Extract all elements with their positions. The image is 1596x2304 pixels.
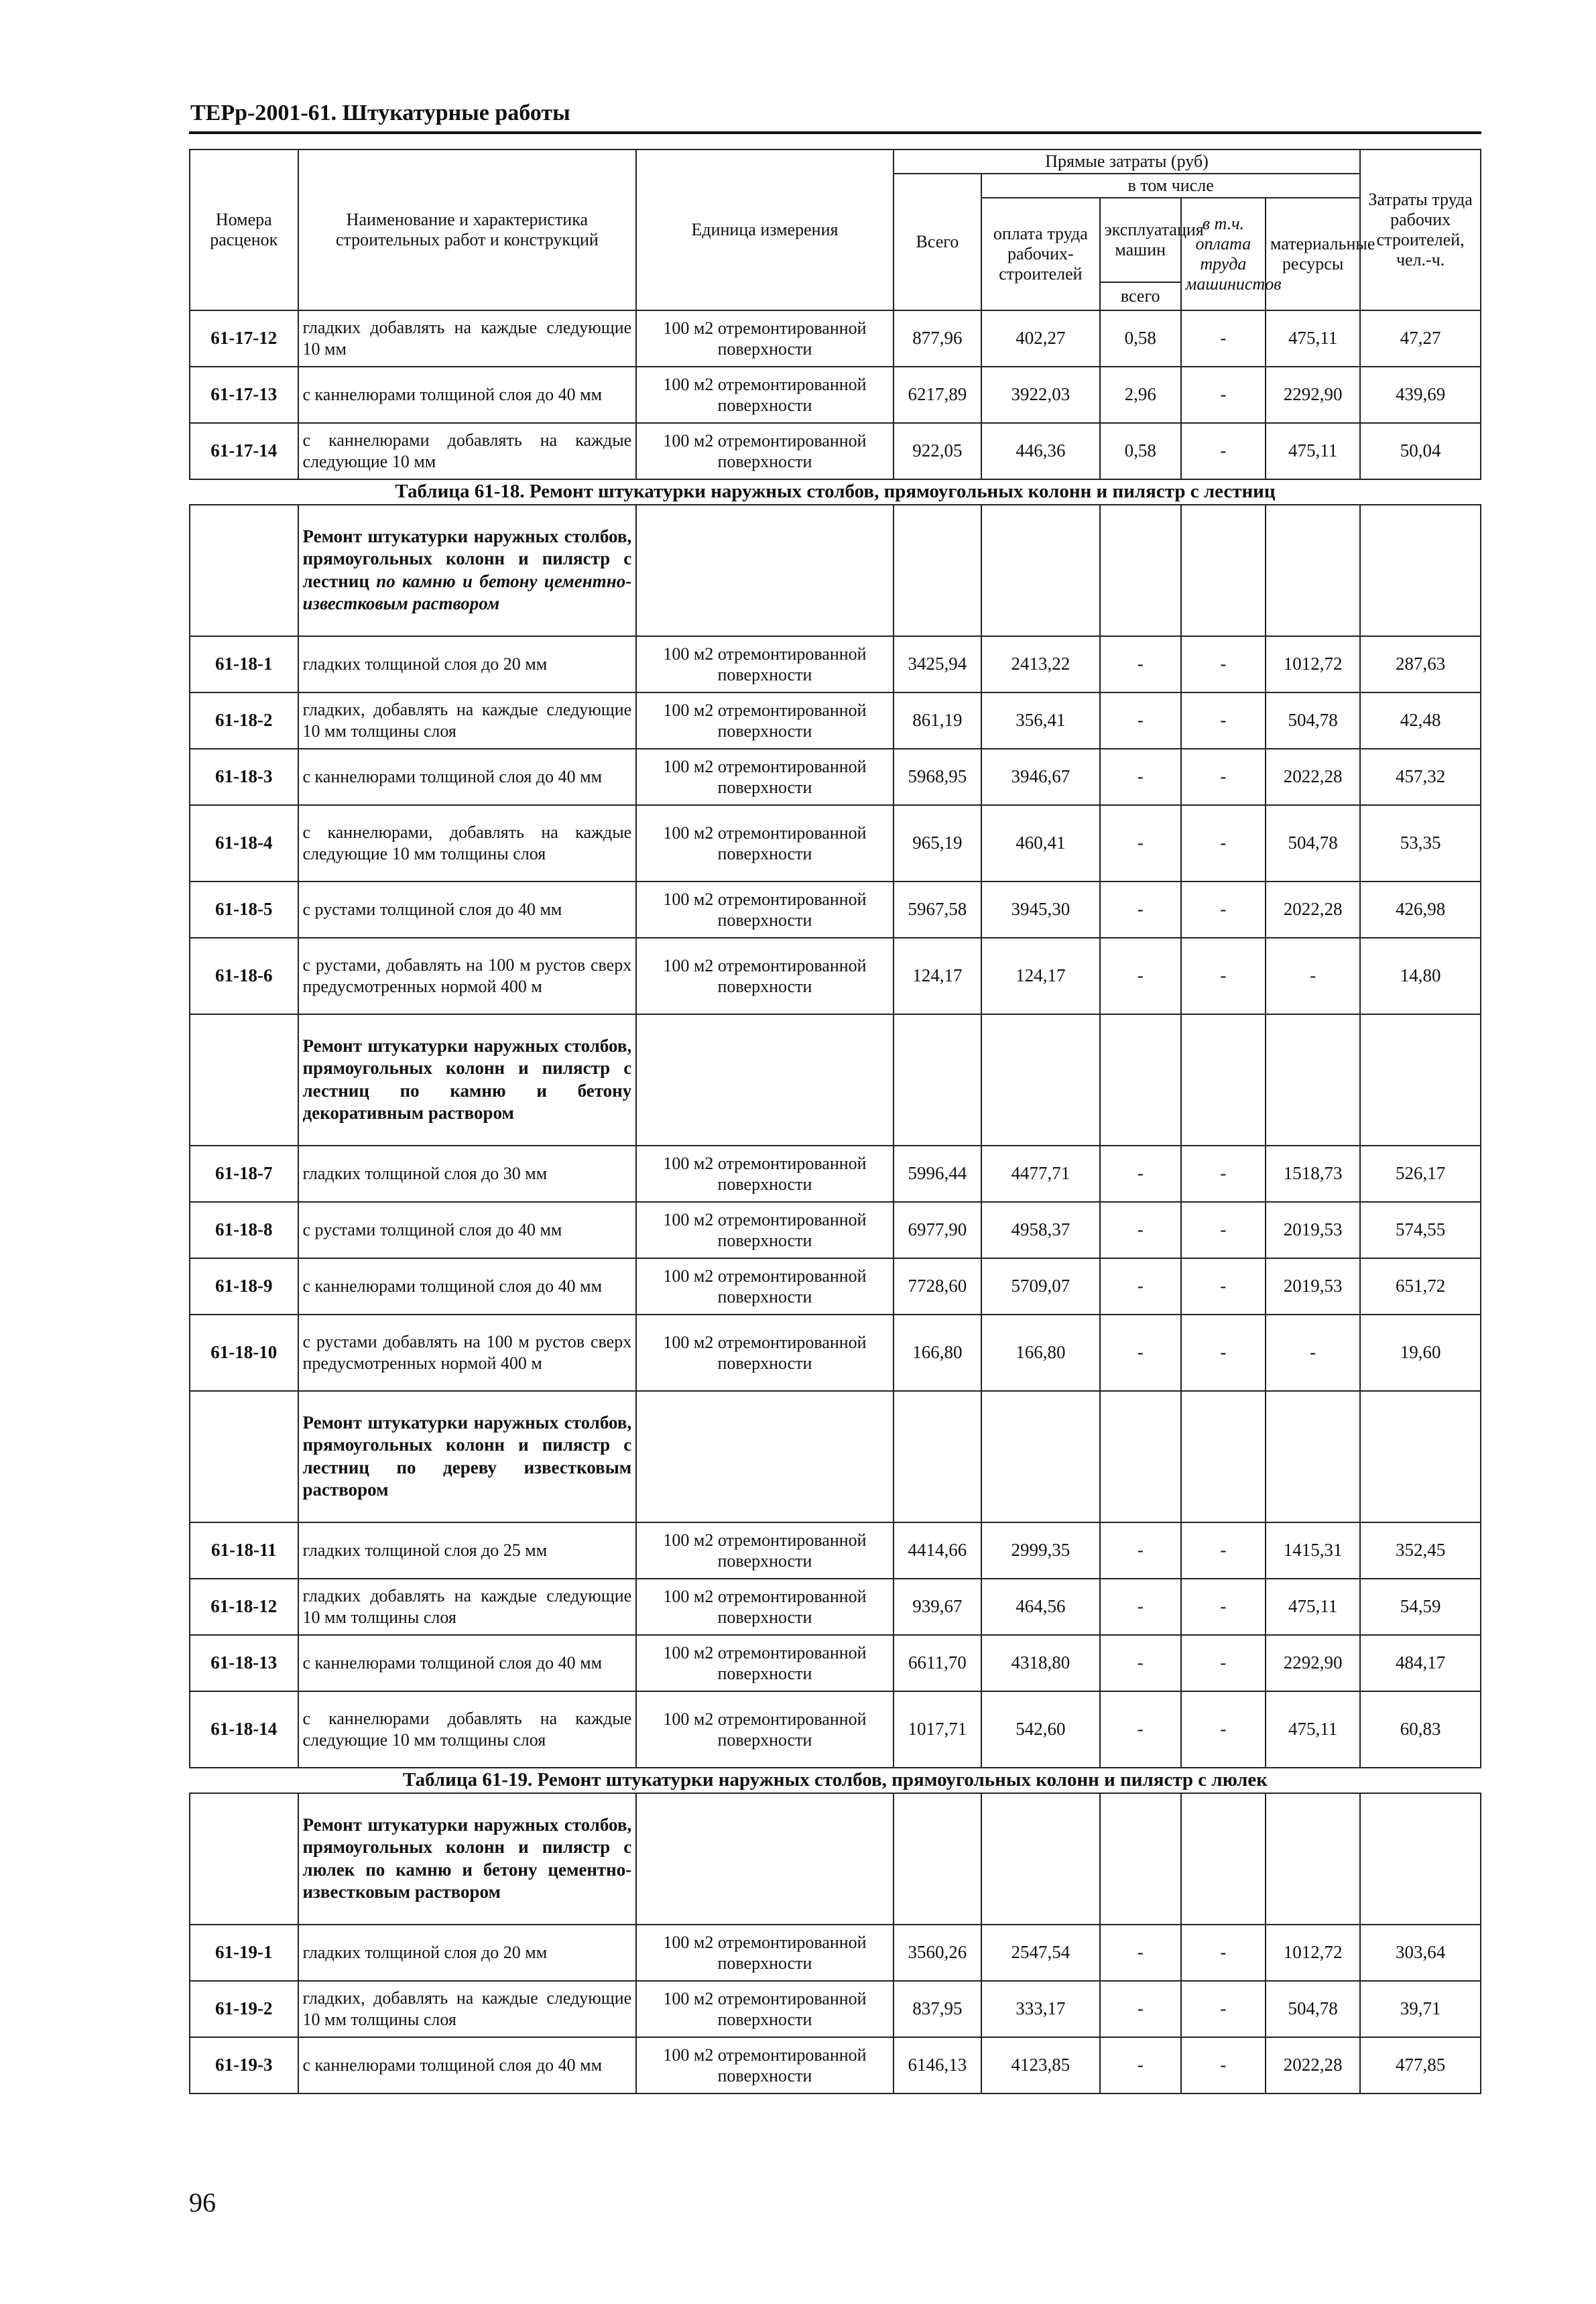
cell-total: 6977,90 <box>894 1202 981 1258</box>
cell-unit: 100 м2 отремонтированной поверхности <box>636 749 894 805</box>
table-row <box>190 1258 1481 1315</box>
cell-wages: 356,41 <box>981 692 1100 749</box>
empty-cell <box>636 505 894 636</box>
cell-machines: - <box>1100 1146 1181 1202</box>
cell-unit: 100 м2 отремонтированной поверхности <box>636 1925 894 1981</box>
cell-machines: - <box>1100 1691 1181 1768</box>
group-heading <box>298 1793 637 1925</box>
cell-wages: 2547,54 <box>981 1925 1100 1981</box>
cell-operators: - <box>1181 2037 1266 2094</box>
cell-wages: 5709,07 <box>981 1258 1100 1315</box>
cell-operators: - <box>1181 423 1266 479</box>
empty-cell <box>894 1391 981 1522</box>
cell-materials: 475,11 <box>1266 310 1360 367</box>
table-row <box>190 1315 1481 1391</box>
cell-unit: 100 м2 отремонтированной поверхности <box>636 805 894 882</box>
cell-operators: - <box>1181 805 1266 882</box>
cell-unit: 100 м2 отремонтированной поверхности <box>636 1635 894 1691</box>
cell-name: гладких добавлять на каждые следующие 10 мм <box>298 310 637 367</box>
cell-code: 61-17-12 <box>190 310 298 367</box>
cell-code: 61-18-5 <box>190 882 298 938</box>
cell-name: гладких, добавлять на каждые следующие 10 мм толщины слоя <box>298 1981 637 2037</box>
table-row <box>190 423 1481 479</box>
cell-name: гладких толщиной слоя до 25 мм <box>298 1522 637 1579</box>
empty-cell <box>894 1793 981 1925</box>
cell-wages: 333,17 <box>981 1981 1100 2037</box>
empty-cell <box>190 505 298 636</box>
cell-code: 61-18-4 <box>190 805 298 882</box>
cell-unit: 100 м2 отремонтированной поверхности <box>636 938 894 1014</box>
cell-unit: 100 м2 отремонтированной поверхности <box>636 1691 894 1768</box>
cell-labor: 39,71 <box>1360 1981 1481 2037</box>
cell-name: с каннелюрами, добавлять на каждые следующие 10 мм толщины слоя <box>298 805 637 882</box>
cell-operators: - <box>1181 1146 1266 1202</box>
cell-code: 61-18-13 <box>190 1635 298 1691</box>
cell-labor: 50,04 <box>1360 423 1481 479</box>
cell-code: 61-18-11 <box>190 1522 298 1579</box>
table-row <box>190 1925 1481 1981</box>
cell-operators: - <box>1181 367 1266 423</box>
group-heading-row <box>190 505 1481 636</box>
empty-cell <box>190 1793 298 1925</box>
header-name: Наименование и характеристика строительных работ и конструкций <box>298 149 637 310</box>
cell-unit: 100 м2 отремонтированной поверхности <box>636 692 894 749</box>
empty-cell <box>981 1391 1100 1522</box>
cell-unit: 100 м2 отремонтированной поверхности <box>636 1146 894 1202</box>
cell-materials: 1012,72 <box>1266 1925 1360 1981</box>
cell-machines: - <box>1100 1315 1181 1391</box>
header-machines: эксплуатация машин <box>1100 198 1181 282</box>
empty-cell <box>1100 1793 1181 1925</box>
cell-unit: 100 м2 отремонтированной поверхности <box>636 310 894 367</box>
cell-code: 61-18-10 <box>190 1315 298 1391</box>
cell-labor: 352,45 <box>1360 1522 1481 1579</box>
cell-name: с рустами толщиной слоя до 40 мм <box>298 1202 637 1258</box>
group-heading <box>298 1014 637 1146</box>
empty-cell <box>190 1014 298 1146</box>
cell-total: 4414,66 <box>894 1522 981 1579</box>
cell-name: с каннелюрами толщиной слоя до 40 мм <box>298 1635 637 1691</box>
group-heading <box>298 505 637 636</box>
cell-materials: 504,78 <box>1266 692 1360 749</box>
cell-labor: 42,48 <box>1360 692 1481 749</box>
cell-labor: 54,59 <box>1360 1579 1481 1635</box>
table-row <box>190 692 1481 749</box>
cell-labor: 457,32 <box>1360 749 1481 805</box>
header-machines-total: всего <box>1100 282 1181 310</box>
cell-unit: 100 м2 отремонтированной поверхности <box>636 1258 894 1315</box>
cell-total: 124,17 <box>894 938 981 1014</box>
cell-labor: 484,17 <box>1360 1635 1481 1691</box>
empty-cell <box>1181 1793 1266 1925</box>
cell-wages: 4958,37 <box>981 1202 1100 1258</box>
cell-operators: - <box>1181 882 1266 938</box>
cell-machines: - <box>1100 1258 1181 1315</box>
cell-wages: 124,17 <box>981 938 1100 1014</box>
page-number: 96 <box>189 2187 216 2218</box>
cell-materials: 504,78 <box>1266 1981 1360 2037</box>
cell-operators: - <box>1181 692 1266 749</box>
cell-materials: 2022,28 <box>1266 2037 1360 2094</box>
table-row <box>190 1146 1481 1202</box>
cell-machines: 0,58 <box>1100 423 1181 479</box>
empty-cell <box>1181 1014 1266 1146</box>
cell-machines: - <box>1100 1202 1181 1258</box>
cell-machines: - <box>1100 805 1181 882</box>
cell-materials: - <box>1266 1315 1360 1391</box>
table-row <box>190 2037 1481 2094</box>
empty-cell <box>636 1391 894 1522</box>
empty-cell <box>1360 1014 1481 1146</box>
cell-unit: 100 м2 отремонтированной поверхности <box>636 367 894 423</box>
cell-wages: 3945,30 <box>981 882 1100 938</box>
cell-machines: - <box>1100 1925 1181 1981</box>
cell-operators: - <box>1181 1635 1266 1691</box>
cell-unit: 100 м2 отремонтированной поверхности <box>636 1579 894 1635</box>
cell-name: гладких толщиной слоя до 20 мм <box>298 1925 637 1981</box>
cell-wages: 2999,35 <box>981 1522 1100 1579</box>
header-rule <box>189 131 1481 134</box>
cell-unit: 100 м2 отремонтированной поверхности <box>636 1981 894 2037</box>
cell-labor: 651,72 <box>1360 1258 1481 1315</box>
header-codes: Номера расценок <box>190 149 298 310</box>
group-heading-text: Ремонт штукатурки наружных столбов, прямоугольных колонн и пилястр с лестниц <box>302 526 632 591</box>
cell-labor: 19,60 <box>1360 1315 1481 1391</box>
cell-name: гладких добавлять на каждые следующие 10 мм толщины слоя <box>298 1579 637 1635</box>
table-row <box>190 805 1481 882</box>
rates-table <box>189 149 1481 2094</box>
table-row <box>190 938 1481 1014</box>
cell-total: 166,80 <box>894 1315 981 1391</box>
table-row <box>190 749 1481 805</box>
empty-cell <box>636 1793 894 1925</box>
cell-code: 61-18-9 <box>190 1258 298 1315</box>
cell-code: 61-18-2 <box>190 692 298 749</box>
cell-labor: 477,85 <box>1360 2037 1481 2094</box>
cell-total: 939,67 <box>894 1579 981 1635</box>
cell-machines: - <box>1100 749 1181 805</box>
cell-total: 6217,89 <box>894 367 981 423</box>
empty-cell <box>1360 505 1481 636</box>
empty-cell <box>1266 1793 1360 1925</box>
cell-wages: 2413,22 <box>981 636 1100 692</box>
header-unit: Единица измерения <box>636 149 894 310</box>
cell-code: 61-18-14 <box>190 1691 298 1768</box>
cell-code: 61-19-3 <box>190 2037 298 2094</box>
empty-cell <box>894 505 981 636</box>
group-heading-suffix: по камню и бетону цементно-известковым раствором <box>302 570 632 614</box>
cell-total: 837,95 <box>894 1981 981 2037</box>
cell-code: 61-17-14 <box>190 423 298 479</box>
cell-operators: - <box>1181 636 1266 692</box>
cell-materials: 475,11 <box>1266 1579 1360 1635</box>
cell-machines: - <box>1100 1635 1181 1691</box>
cell-total: 922,05 <box>894 423 981 479</box>
empty-cell <box>190 1391 298 1522</box>
empty-cell <box>1100 1014 1181 1146</box>
empty-cell <box>981 1014 1100 1146</box>
cell-labor: 526,17 <box>1360 1146 1481 1202</box>
cell-operators: - <box>1181 749 1266 805</box>
cell-unit: 100 м2 отремонтированной поверхности <box>636 2037 894 2094</box>
cell-machines: - <box>1100 882 1181 938</box>
cell-operators: - <box>1181 1579 1266 1635</box>
cell-materials: 2292,90 <box>1266 367 1360 423</box>
cell-code: 61-18-1 <box>190 636 298 692</box>
cell-total: 5968,95 <box>894 749 981 805</box>
cell-unit: 100 м2 отремонтированной поверхности <box>636 1522 894 1579</box>
cell-machines: - <box>1100 2037 1181 2094</box>
cell-materials: 475,11 <box>1266 1691 1360 1768</box>
cell-materials: 2019,53 <box>1266 1258 1360 1315</box>
cell-name: с каннелюрами добавлять на каждые следующие 10 мм толщины слоя <box>298 1691 637 1768</box>
cell-total: 3425,94 <box>894 636 981 692</box>
cell-materials: 2019,53 <box>1266 1202 1360 1258</box>
cell-operators: - <box>1181 1522 1266 1579</box>
empty-cell <box>981 1793 1100 1925</box>
cell-materials: 1012,72 <box>1266 636 1360 692</box>
cell-machines: - <box>1100 938 1181 1014</box>
table-row <box>190 882 1481 938</box>
group-heading-text: Ремонт штукатурки наружных столбов, прямоугольных колонн и пилястр с лестниц по дереву известковым раствором <box>302 1412 632 1500</box>
cell-materials: 504,78 <box>1266 805 1360 882</box>
cell-wages: 402,27 <box>981 310 1100 367</box>
cell-code: 61-18-6 <box>190 938 298 1014</box>
cell-wages: 3922,03 <box>981 367 1100 423</box>
cell-labor: 53,35 <box>1360 805 1481 882</box>
empty-cell <box>1181 505 1266 636</box>
header-labor: Затраты труда рабочих строителей, чел.-ч. <box>1360 149 1481 310</box>
cell-total: 5967,58 <box>894 882 981 938</box>
cell-wages: 166,80 <box>981 1315 1100 1391</box>
cell-name: с каннелюрами толщиной слоя до 40 мм <box>298 1258 637 1315</box>
table-row <box>190 1579 1481 1635</box>
cell-unit: 100 м2 отремонтированной поверхности <box>636 636 894 692</box>
cell-operators: - <box>1181 310 1266 367</box>
cell-materials: 2022,28 <box>1266 882 1360 938</box>
cell-total: 1017,71 <box>894 1691 981 1768</box>
cell-total: 877,96 <box>894 310 981 367</box>
table-row <box>190 1522 1481 1579</box>
empty-cell <box>1360 1391 1481 1522</box>
cell-operators: - <box>1181 938 1266 1014</box>
cell-machines: - <box>1100 1981 1181 2037</box>
cell-materials: 1415,31 <box>1266 1522 1360 1579</box>
cell-operators: - <box>1181 1691 1266 1768</box>
cell-total: 5996,44 <box>894 1146 981 1202</box>
cell-wages: 4318,80 <box>981 1635 1100 1691</box>
cell-labor: 60,83 <box>1360 1691 1481 1768</box>
cell-machines: - <box>1100 692 1181 749</box>
cell-code: 61-19-1 <box>190 1925 298 1981</box>
empty-cell <box>981 505 1100 636</box>
cell-machines: - <box>1100 636 1181 692</box>
empty-cell <box>1266 505 1360 636</box>
cell-unit: 100 м2 отремонтированной поверхности <box>636 1315 894 1391</box>
cell-labor: 426,98 <box>1360 882 1481 938</box>
cell-labor: 47,27 <box>1360 310 1481 367</box>
cell-unit: 100 м2 отремонтированной поверхности <box>636 1202 894 1258</box>
cell-name: с рустами, добавлять на 100 м рустов сверх предусмотренных нормой 400 м <box>298 938 637 1014</box>
header-materials: материальные ресурсы <box>1266 198 1360 310</box>
cell-name: с каннелюрами толщиной слоя до 40 мм <box>298 2037 637 2094</box>
group-heading-text: Ремонт штукатурки наружных столбов, прямоугольных колонн и пилястр с люлек по камню и бетону цементно-известковым раствором <box>302 1814 632 1902</box>
cell-operators: - <box>1181 1202 1266 1258</box>
cell-labor: 439,69 <box>1360 367 1481 423</box>
cell-name: гладких толщиной слоя до 20 мм <box>298 636 637 692</box>
cell-materials: 2292,90 <box>1266 1635 1360 1691</box>
cell-total: 861,19 <box>894 692 981 749</box>
cell-total: 7728,60 <box>894 1258 981 1315</box>
cell-operators: - <box>1181 1315 1266 1391</box>
table-caption-row <box>190 1768 1481 1793</box>
empty-cell <box>1360 1793 1481 1925</box>
cell-total: 6611,70 <box>894 1635 981 1691</box>
empty-cell <box>1181 1391 1266 1522</box>
cell-materials: - <box>1266 938 1360 1014</box>
header-including: в том числе <box>981 174 1360 198</box>
empty-cell <box>1100 1391 1181 1522</box>
cell-wages: 446,36 <box>981 423 1100 479</box>
cell-name: гладких, добавлять на каждые следующие 10 мм толщины слоя <box>298 692 637 749</box>
empty-cell <box>1266 1391 1360 1522</box>
header-direct-costs: Прямые затраты (руб) <box>894 149 1360 174</box>
group-heading-row <box>190 1014 1481 1146</box>
table-row <box>190 1635 1481 1691</box>
header-operators: в т.ч. оплата труда машинистов <box>1181 198 1266 310</box>
cell-total: 6146,13 <box>894 2037 981 2094</box>
cell-name: с каннелюрами добавлять на каждые следующие 10 мм <box>298 423 637 479</box>
cell-wages: 4477,71 <box>981 1146 1100 1202</box>
table-caption: Таблица 61-18. Ремонт штукатурки наружных столбов, прямоугольных колонн и пилястр с лестниц <box>190 479 1481 505</box>
cell-machines: - <box>1100 1579 1181 1635</box>
table-row <box>190 1691 1481 1768</box>
cell-wages: 464,56 <box>981 1579 1100 1635</box>
cell-code: 61-18-12 <box>190 1579 298 1635</box>
cell-materials: 1518,73 <box>1266 1146 1360 1202</box>
cell-operators: - <box>1181 1925 1266 1981</box>
header-total: Всего <box>894 174 981 310</box>
table-row <box>190 367 1481 423</box>
table-caption-row <box>190 479 1481 505</box>
cell-total: 3560,26 <box>894 1925 981 1981</box>
table-header <box>190 149 1481 310</box>
header-wages: оплата труда рабочих-строителей <box>981 198 1100 310</box>
empty-cell <box>1100 505 1181 636</box>
page-header-title: ТЕРр-2001-61. Штукатурные работы <box>190 101 570 125</box>
empty-cell <box>894 1014 981 1146</box>
group-heading-row <box>190 1391 1481 1522</box>
cell-labor: 14,80 <box>1360 938 1481 1014</box>
group-heading-text: Ремонт штукатурки наружных столбов, прямоугольных колонн и пилястр с лестниц по камню и бетону декоративным раствором <box>302 1035 632 1124</box>
cell-labor: 287,63 <box>1360 636 1481 692</box>
table-row <box>190 636 1481 692</box>
cell-materials: 2022,28 <box>1266 749 1360 805</box>
empty-cell <box>1266 1014 1360 1146</box>
cell-materials: 475,11 <box>1266 423 1360 479</box>
table-row <box>190 310 1481 367</box>
cell-operators: - <box>1181 1258 1266 1315</box>
cell-code: 61-18-7 <box>190 1146 298 1202</box>
cell-machines: 0,58 <box>1100 310 1181 367</box>
empty-cell <box>636 1014 894 1146</box>
cell-name: гладких толщиной слоя до 30 мм <box>298 1146 637 1202</box>
cell-wages: 3946,67 <box>981 749 1100 805</box>
group-heading <box>298 1391 637 1522</box>
group-heading-row <box>190 1793 1481 1925</box>
cell-code: 61-19-2 <box>190 1981 298 2037</box>
table-caption: Таблица 61-19. Ремонт штукатурки наружных столбов, прямоугольных колонн и пилястр с люлек <box>190 1768 1481 1793</box>
cell-labor: 303,64 <box>1360 1925 1481 1981</box>
table-row <box>190 1981 1481 2037</box>
cell-wages: 542,60 <box>981 1691 1100 1768</box>
cell-code: 61-17-13 <box>190 367 298 423</box>
cell-total: 965,19 <box>894 805 981 882</box>
cell-machines: - <box>1100 1522 1181 1579</box>
cell-wages: 460,41 <box>981 805 1100 882</box>
cell-operators: - <box>1181 1981 1266 2037</box>
cell-name: с рустами добавлять на 100 м рустов сверх предусмотренных нормой 400 м <box>298 1315 637 1391</box>
cell-code: 61-18-3 <box>190 749 298 805</box>
cell-name: с каннелюрами толщиной слоя до 40 мм <box>298 749 637 805</box>
cell-wages: 4123,85 <box>981 2037 1100 2094</box>
cell-name: с рустами толщиной слоя до 40 мм <box>298 882 637 938</box>
cell-unit: 100 м2 отремонтированной поверхности <box>636 423 894 479</box>
table-body <box>190 310 1481 2094</box>
cell-machines: 2,96 <box>1100 367 1181 423</box>
cell-name: с каннелюрами толщиной слоя до 40 мм <box>298 367 637 423</box>
cell-labor: 574,55 <box>1360 1202 1481 1258</box>
cell-unit: 100 м2 отремонтированной поверхности <box>636 882 894 938</box>
table-row <box>190 1202 1481 1258</box>
cell-code: 61-18-8 <box>190 1202 298 1258</box>
